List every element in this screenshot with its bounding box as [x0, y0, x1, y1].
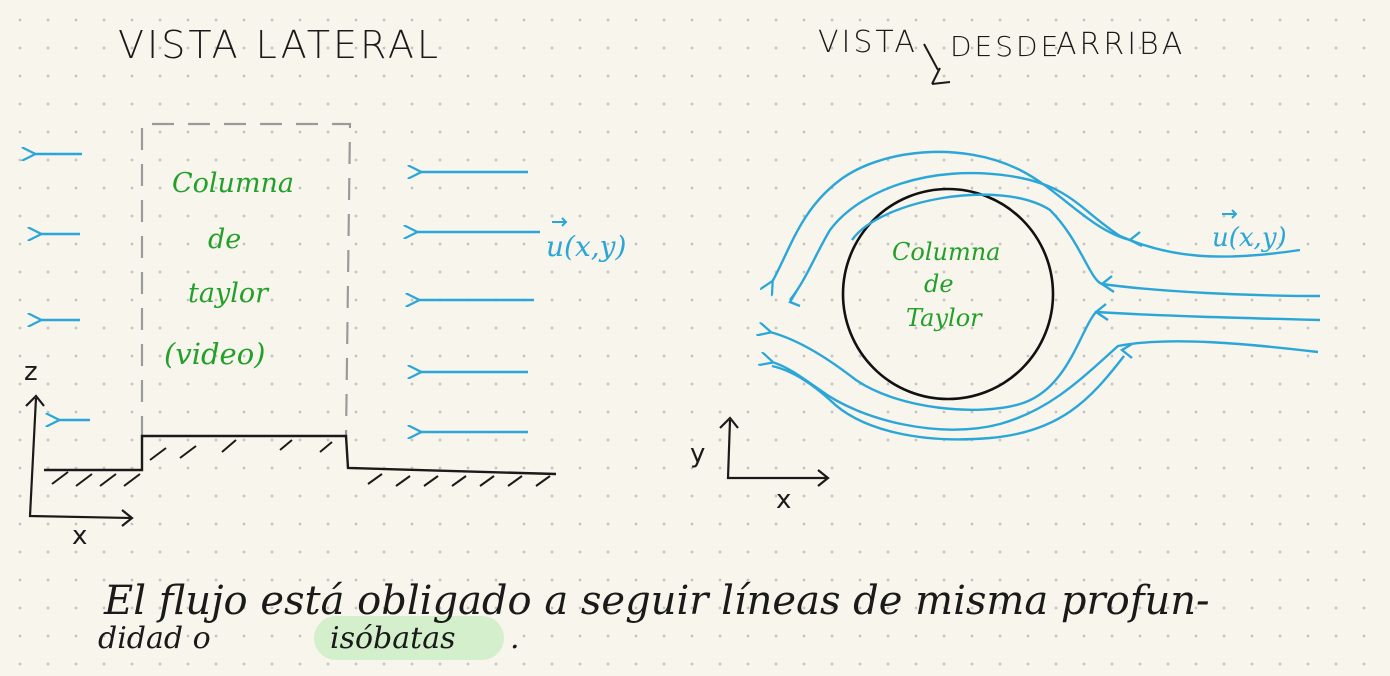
caption-line-2-end: . [510, 621, 520, 656]
side-column-label-3: taylor [188, 278, 268, 309]
streamline-arrowhead-5 [790, 292, 800, 306]
seafloor-hatching [52, 440, 550, 486]
insertion-caret [924, 44, 950, 84]
side-column-label-1: Columna [172, 168, 295, 199]
streamline-arrowhead-1 [1130, 232, 1142, 246]
caption-line-1: El flujo está obligado a seguir líneas de misma profun- [104, 578, 1210, 624]
side-axis-x-label: x [72, 521, 88, 551]
side-velocity-label [546, 218, 626, 263]
side-view-title: VISTA LATERAL [118, 23, 441, 67]
top-view-title-1: VISTA [818, 25, 918, 60]
side-axis-z-label: z [24, 357, 38, 387]
top-axis-y-label: y [690, 439, 706, 469]
side-column-label-2: de [208, 224, 242, 255]
top-view-title-2: DESDE [950, 30, 1062, 63]
top-axis-x-label: x [776, 485, 792, 515]
side-axes [26, 396, 132, 526]
top-velocity-text: u(x,y) [1212, 223, 1287, 253]
side-velocity-text: u(x,y) [546, 230, 627, 263]
top-axes [720, 418, 828, 486]
caption-line-2-start: didad o [98, 621, 211, 656]
top-column-label-3: Taylor [906, 304, 982, 332]
streamline-6 [772, 356, 1124, 439]
caption-highlighted-word: isóbatas [330, 621, 456, 656]
top-velocity-label [1212, 210, 1287, 253]
top-column-label-1: Columna [892, 238, 1001, 266]
top-column-label-2: de [924, 270, 954, 298]
top-view-title-3: ARRIBA [1056, 27, 1186, 62]
seafloor-topography [44, 436, 556, 474]
streamline-4 [770, 312, 1320, 410]
side-column-label-4: (video) [164, 337, 266, 371]
